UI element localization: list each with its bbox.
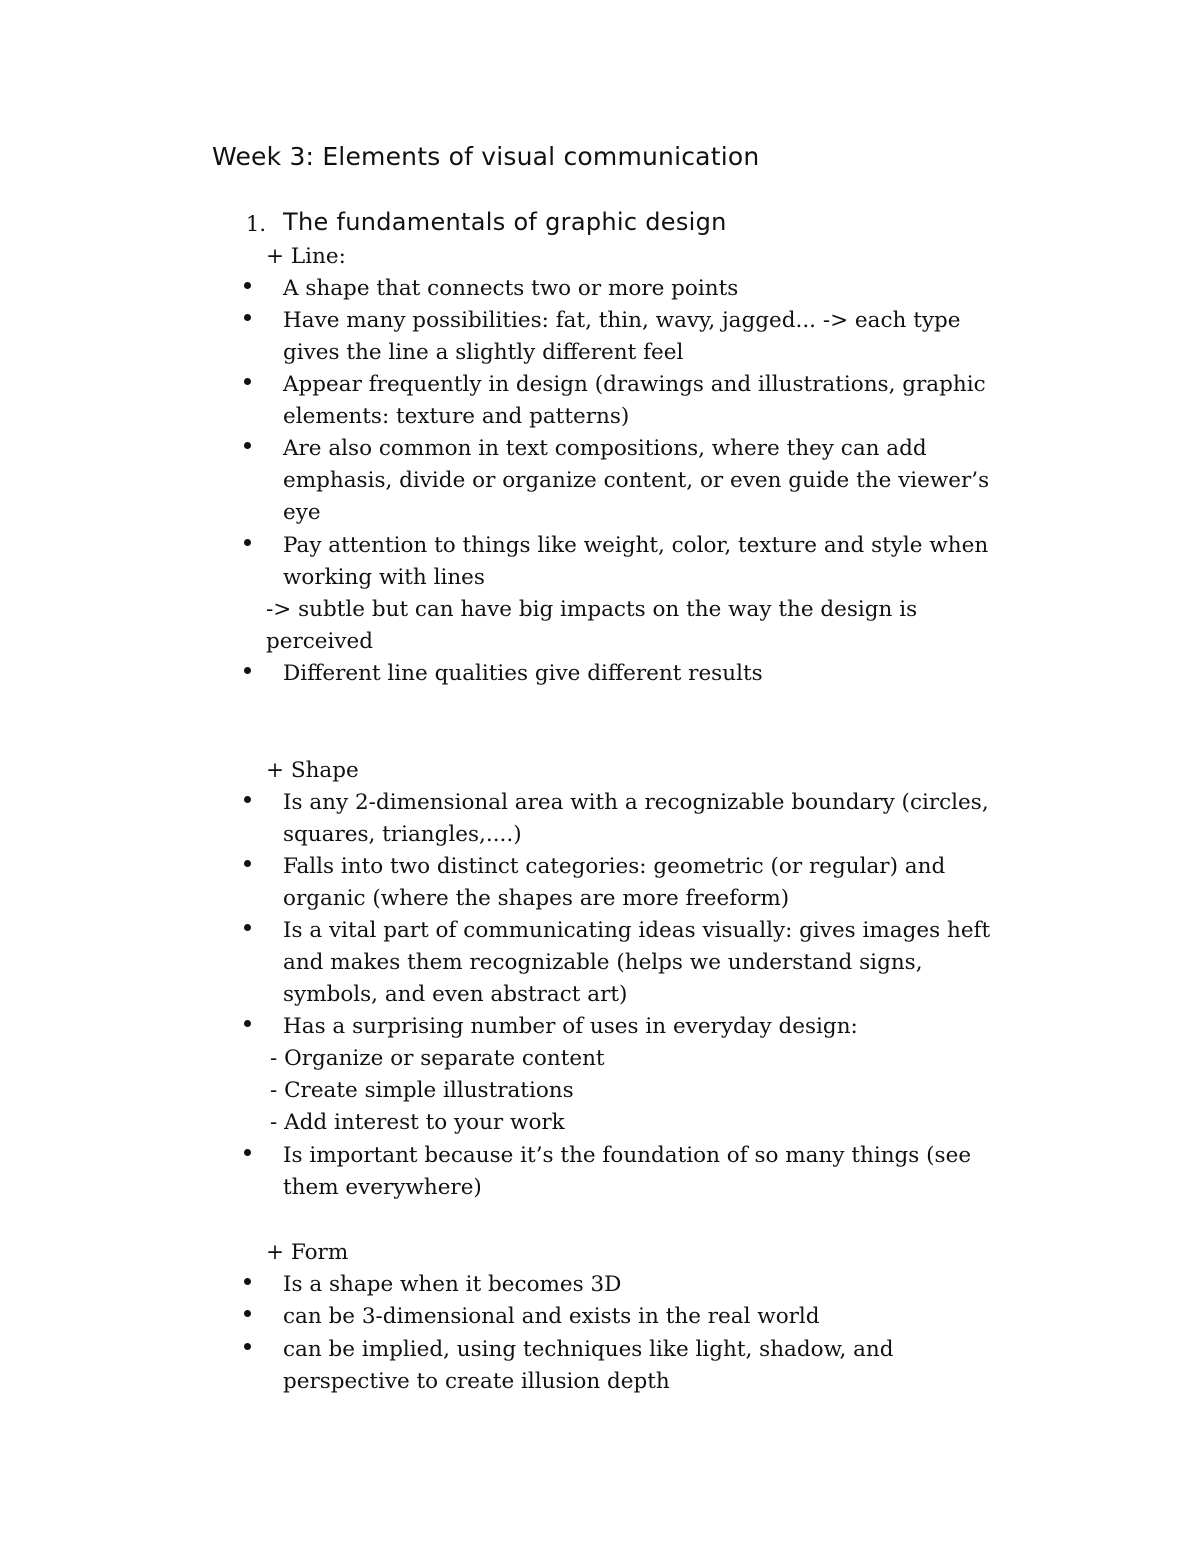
line-note-b: perceived xyxy=(266,629,374,654)
bullet-icon xyxy=(244,860,254,870)
bullet-icon xyxy=(244,1310,254,1320)
bullet-icon xyxy=(244,314,254,324)
bullet-icon xyxy=(244,539,254,549)
form-bullet-3-a: can be implied, using techniques like light, shadow, and xyxy=(283,1337,894,1362)
line-bullet-4-c: eye xyxy=(283,500,321,525)
bullet-icon xyxy=(244,924,254,934)
line-bullet-1: A shape that connects two or more points xyxy=(283,276,739,301)
shape-group-header: + Shape xyxy=(266,758,359,783)
bullet-icon xyxy=(244,796,254,806)
line-bullet-4-b: emphasis, divide or organize content, or even guide the viewer’s xyxy=(283,468,990,493)
form-bullet-3-b: perspective to create illusion depth xyxy=(283,1369,670,1394)
form-bullet-1: Is a shape when it becomes 3D xyxy=(283,1272,622,1297)
line-group-header: + Line: xyxy=(266,244,346,269)
line-bullet-3-b: elements: texture and patterns) xyxy=(283,404,630,429)
bullet-icon xyxy=(244,1343,254,1353)
bullet-icon xyxy=(244,667,254,677)
document-title: Week 3: Elements of visual communication xyxy=(212,142,760,171)
shape-bullet-3-b: and makes them recognizable (helps we understand signs, xyxy=(283,950,923,975)
bullet-icon xyxy=(244,282,254,292)
section-heading: The fundamentals of graphic design xyxy=(283,208,727,236)
line-bullet-5-b: working with lines xyxy=(283,565,485,590)
shape-sub-item-3: - Add interest to your work xyxy=(270,1110,565,1135)
form-bullet-2: can be 3-dimensional and exists in the real world xyxy=(283,1304,820,1329)
bullet-icon xyxy=(244,1149,254,1159)
line-bullet-4-a: Are also common in text compositions, where they can add xyxy=(283,436,927,461)
shape-sub-item-1: - Organize or separate content xyxy=(270,1046,605,1071)
shape-bullet-last-a: Is important because it’s the foundation of so many things (see xyxy=(283,1143,972,1168)
section-number: 1. xyxy=(246,212,267,236)
form-group-header: + Form xyxy=(266,1240,349,1265)
line-note-a: -> subtle but can have big impacts on the way the design is xyxy=(266,597,918,622)
shape-bullet-last-b: them everywhere) xyxy=(283,1175,482,1200)
line-bullet-2-a: Have many possibilities: fat, thin, wavy, jagged... -> each type xyxy=(283,308,961,333)
shape-bullet-2-b: organic (where the shapes are more freeform) xyxy=(283,886,790,911)
shape-bullet-1-a: Is any 2-dimensional area with a recognizable boundary (circles, xyxy=(283,790,989,815)
bullet-icon xyxy=(244,1020,254,1030)
bullet-icon xyxy=(244,378,254,388)
shape-bullet-4: Has a surprising number of uses in everyday design: xyxy=(283,1014,858,1039)
line-bullet-last: Different line qualities give different results xyxy=(283,661,763,686)
bullet-icon xyxy=(244,1278,254,1288)
line-bullet-5-a: Pay attention to things like weight, color, texture and style when xyxy=(283,533,989,558)
shape-bullet-3-a: Is a vital part of communicating ideas visually: gives images heft xyxy=(283,918,991,943)
bullet-icon xyxy=(244,442,254,452)
line-bullet-2-b: gives the line a slightly different feel xyxy=(283,340,684,365)
shape-sub-item-2: - Create simple illustrations xyxy=(270,1078,574,1103)
shape-bullet-3-c: symbols, and even abstract art) xyxy=(283,982,628,1007)
line-bullet-3-a: Appear frequently in design (drawings and illustrations, graphic xyxy=(283,372,986,397)
shape-bullet-1-b: squares, triangles,....) xyxy=(283,822,522,847)
shape-bullet-2-a: Falls into two distinct categories: geometric (or regular) and xyxy=(283,854,946,879)
